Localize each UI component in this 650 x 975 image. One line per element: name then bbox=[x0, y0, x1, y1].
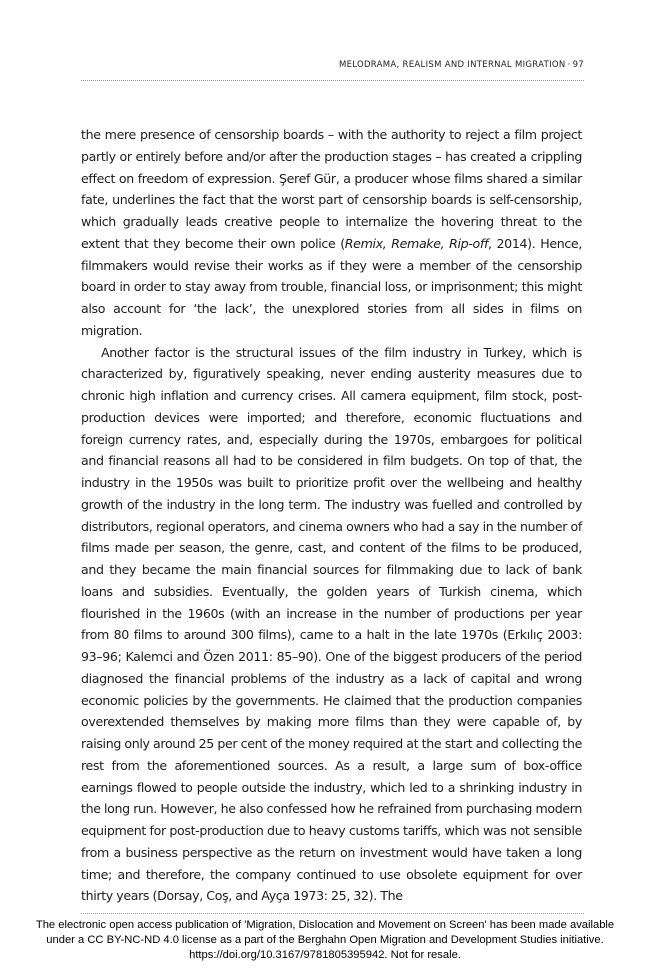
paragraph-continued bbox=[81, 124, 582, 342]
film-title-italic: Remix, Remake, Rip-off bbox=[344, 235, 489, 251]
open-access-notice bbox=[0, 918, 650, 963]
footer-divider bbox=[81, 913, 584, 914]
notice-line-1: The electronic open access publication of 'Migration, Dislocation and Movement on Screen' has been made available bbox=[35, 919, 615, 931]
paragraph-structural-issues: Another factor is the structural issues of the film industry in Turkey, which is characterized by, figuratively speaking, never ending austerity measures due to chronic high inflation and currency crises. All camera equipment, film stock, post-production devices were imported; and therefore, economic fluctuations and foreign currency rates, and, especially during the 1970s, embargoes for political and financial reasons all had to be considered in film budgets. On top of that, the industry in the 1950s was built to prioritize profit over the wellbeing and healthy growth of the industry in the long term. The industry was fuelled and controlled by distributors, regional operators, and cinema owners who had a say in the number of films made per season, the genre, cast, and content of the films to be produced, and they became the main financial sources for filmmaking due to lack of bank loans and subsidies. Eventually, the golden years of Turkish cinema, which flourished in the 1960s (with an increase in the number of productions per year from 80 films to around 300 films), came to a halt in the late 1970s (Erkılıç 2003: 93–96; Kalemci and Özen 2011: 85–90). One of the biggest producers of the period diagnosed the financial problems of the industry as a lack of capital and wrong economic policies by the governments. He claimed that the production companies overextended themselves by making more films than they were capable of, by raising only around 25 per cent of the money required at the start and collecting the rest from the aforementioned sources. As a result, a large sum of box-office earnings flowed to people outside the industry, which led to a shrinking industry in the long run. However, he also confessed how he refrained from purchasing modern equipment for post-production due to heavy customs tariffs, which was not sensible from a business perspective as the return on investment would have taken a long time; and therefore, the company continued to use obsolete equipment for over thirty years (Dorsay, Coş, and Ayça 1973: 25, 32). The bbox=[81, 344, 582, 904]
notice-line-2: under a CC BY-NC-ND 4.0 license as a part of the Berghahn Open Migration and Development Studies initiative. bbox=[46, 934, 604, 946]
paragraph-1-text-start: the mere presence of censorship boards – with the authority to reject a film project partly or entirely before and/or after the production stages – has created a crippling effect on freedom of expression. Şeref Gür, a producer whose films shared a similar fate, underlines the fact that the worst part of censorship boards is self-censorship, which gradually leads creative people to internalize the hovering threat to the extent that they become their own police ( bbox=[81, 127, 582, 251]
paragraph-1-text-end: , 2014). Hence, filmmakers would revise their works as if they were a member of the censorship board in order to stay away from trouble, financial loss, or imprisonment; this might also account for ‘the lack’, the unexplored stories from all sides in films on migration. bbox=[81, 235, 582, 338]
running-head-separator: · bbox=[567, 60, 571, 70]
running-head bbox=[81, 60, 584, 70]
header-divider bbox=[81, 80, 584, 81]
running-title: MELODRAMA, REALISM AND INTERNAL MIGRATION bbox=[338, 60, 566, 70]
main-text bbox=[81, 124, 582, 907]
page-number: 97 bbox=[572, 60, 584, 70]
notice-line-3: https://doi.org/10.3167/9781805395942. Not for resale. bbox=[189, 949, 461, 961]
